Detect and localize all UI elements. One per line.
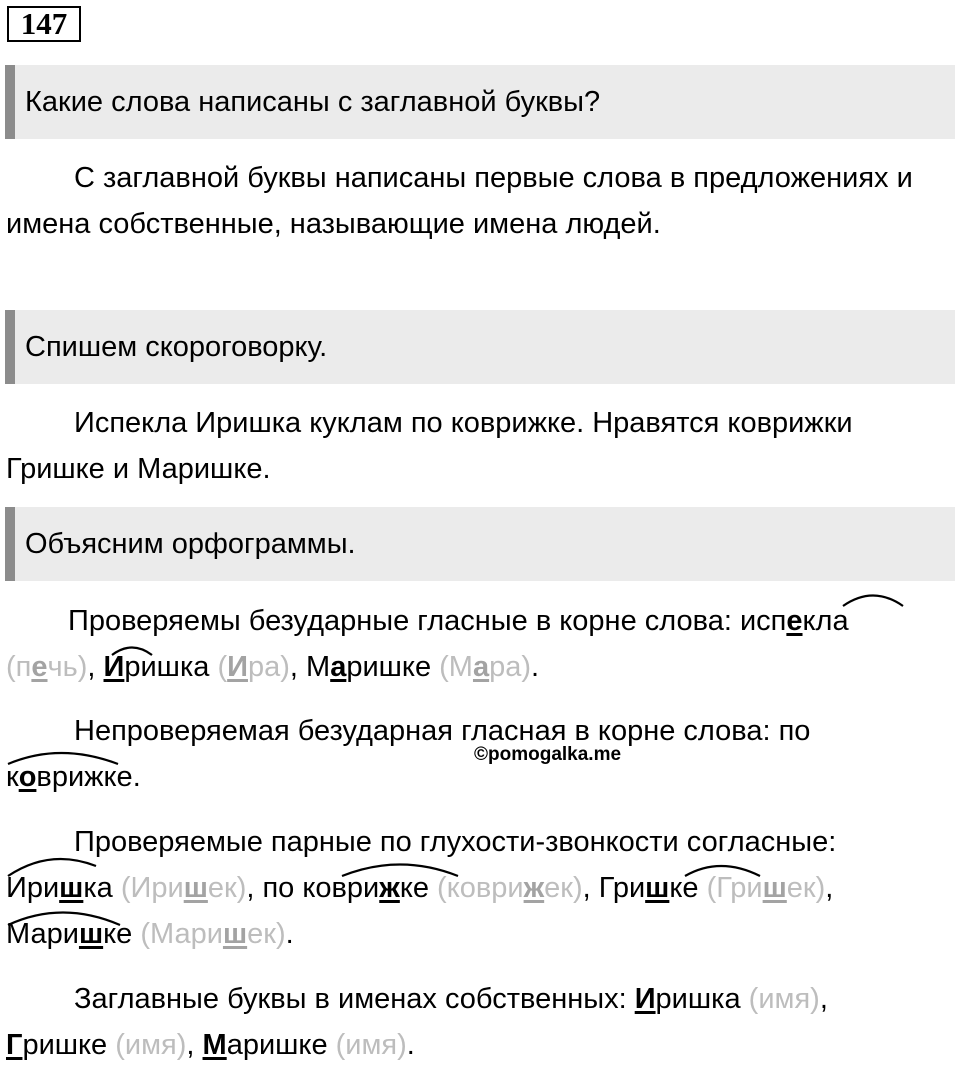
word-marishke-2: Маришке bbox=[6, 918, 133, 950]
word-kovrizhke-2: коврижке bbox=[302, 872, 429, 904]
check-imya-1: (имя) bbox=[748, 983, 820, 1015]
unstressed-vowels-paragraph: Проверяемы безударные гласные в корне слова: испекла (печь), Иришка (Ира), Маришке (Мара). bbox=[6, 605, 849, 683]
check-mara: (Мара) bbox=[439, 651, 532, 683]
check-marishek: (Маришек) bbox=[140, 918, 286, 950]
tongue-twister-text: Испекла Иришка куклам по коврижке. Нравятся коврижки Гришке и Маришке. bbox=[6, 407, 853, 485]
check-ira: (Ира) bbox=[217, 651, 290, 683]
check-grishek: (Гришек) bbox=[706, 872, 826, 904]
watermark: ©pomogalka.me bbox=[474, 744, 622, 765]
word-kovrizhke: коврижке bbox=[6, 761, 133, 793]
check-irishek: (Иришек) bbox=[120, 872, 247, 904]
word-marishke: Маришке bbox=[306, 651, 432, 683]
word-irishka-3: Иришка bbox=[634, 983, 741, 1015]
capital-letters-paragraph: Заглавные буквы в именах собственных: Иришка (имя), Гришке (имя), Маришке (имя). bbox=[6, 983, 828, 1061]
word-grishke-2: Гришке bbox=[6, 1029, 108, 1061]
word-irishka: Иришка bbox=[103, 651, 210, 683]
word-marishke-3: Маришке bbox=[202, 1029, 328, 1061]
check-pech: (печь) bbox=[6, 651, 88, 683]
exercise-number: 147 bbox=[7, 6, 81, 42]
check-kovrizhek: (коврижек) bbox=[437, 872, 583, 904]
unchecked-vowel-paragraph: Непроверяемая безударная гласная в корне слова: по коврижке. bbox=[6, 715, 811, 793]
p4-intro: Заглавные буквы в именах собственных: bbox=[74, 983, 635, 1015]
p2-intro: Непроверяемая безударная гласная в корне слова: по bbox=[74, 715, 811, 747]
p1-intro: Проверяемы безударные гласные в корне слова: bbox=[68, 605, 740, 637]
tongue-twister-paragraph bbox=[6, 400, 951, 492]
word-irishka-2: Иришка bbox=[6, 872, 113, 904]
question-3: Объясним орфограммы. bbox=[5, 507, 955, 581]
question-1: Какие слова написаны с заглавной буквы? bbox=[5, 65, 955, 139]
word-ispekla: испекла bbox=[739, 605, 849, 637]
paired-consonants-paragraph: Проверяемые парные по глухости-звонкости согласные: Иришка (Иришек), по коврижке (коврижек), Гришке (Гришек), Маришке (Маришек). bbox=[6, 826, 837, 950]
question-2: Спишем скороговорку. bbox=[5, 310, 955, 384]
answer-paragraph bbox=[6, 155, 951, 247]
p3-intro: Проверяемые парные по глухости-звонкости согласные: bbox=[74, 826, 837, 858]
check-imya-2: (имя) bbox=[115, 1029, 187, 1061]
check-imya-3: (имя) bbox=[335, 1029, 407, 1061]
word-grishke: Гришке bbox=[598, 872, 699, 904]
answer-text: С заглавной буквы написаны первые слова в предложениях и имена собственные, называющие имена людей. bbox=[6, 162, 913, 240]
